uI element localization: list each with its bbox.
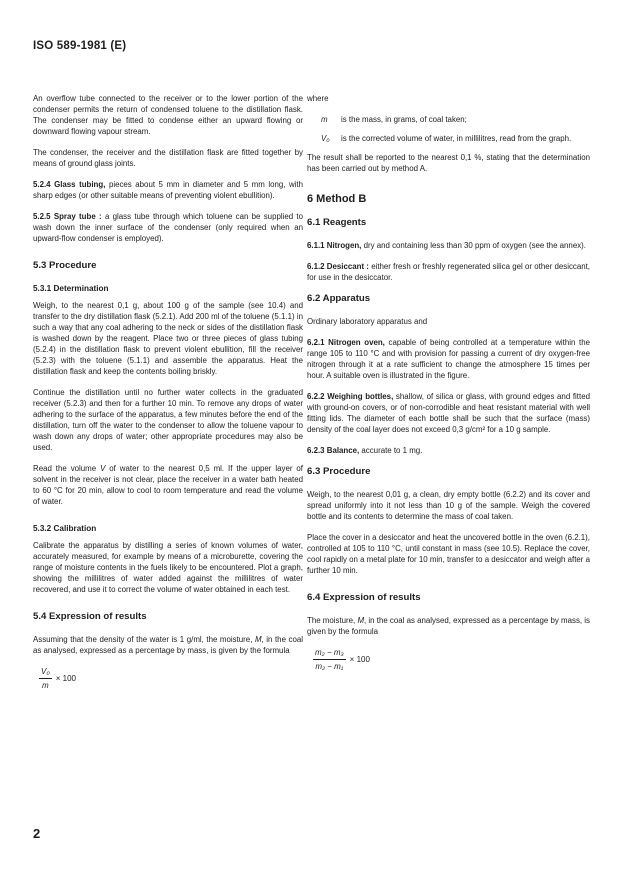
- paragraph-condenser: The condenser, the receiver and the distillation flask are fitted together by means of ground glass joints.: [33, 148, 303, 168]
- section-6-1-1-text: dry and containing less than 30 ppm of oxygen (see the annex).: [363, 241, 586, 250]
- heading-5-3-1: 5.3.1 Determination: [33, 284, 109, 293]
- section-6-1-1-title: 6.1.1 Nitrogen,: [307, 241, 362, 250]
- section-5-2-4-title: 5.2.4 Glass tubing,: [33, 180, 106, 189]
- definition-m-symbol: m: [321, 115, 328, 124]
- paragraph-calibration: Calibrate the apparatus by distilling a series of known volumes of water, accurately measured, for example by means of a microburette, covering the range of moisture contents in the fuels likely to be encountered. Plot a graph, showing the millilitres of water added against the millilitres of water recovered, and use it to correct the volume of water obtained in each test.: [33, 541, 303, 594]
- definition-m-text: is the mass, in grams, of coal taken;: [341, 115, 467, 124]
- symbol-m-right: M: [357, 616, 365, 625]
- left-column: [33, 93, 303, 691]
- where-label: where: [307, 94, 329, 103]
- section-6-2-1: [307, 337, 590, 381]
- section-5-2-4: [33, 179, 303, 201]
- document-header: ISO 589-1981 (E): [33, 40, 127, 52]
- read-volume-text-b: of water to the nearest 0,5 ml. If the upper layer of solvent in the receiver is not clear, place the receiver in a water bath heated to 60 °C for 20 min, allow to cool to room temperature and read the volume of water.: [33, 464, 303, 506]
- paragraph-moisture-formula: [307, 615, 590, 637]
- formula-multiplier: × 100: [349, 655, 370, 664]
- section-6-2-3-title: 6.2.3 Balance,: [307, 446, 360, 455]
- symbol-m: M: [254, 635, 262, 644]
- section-6-2-2-title: 6.2.2 Weighing bottles,: [307, 392, 394, 401]
- section-6-1-1: [307, 240, 590, 251]
- formula-multiplier: × 100: [55, 674, 76, 683]
- paragraph-weigh-bottle: Weigh, to the nearest 0,01 g, a clean, dry empty bottle (6.2.2) and its cover and spread uniformly into it not less than 10 g of the sample. Weigh the covered bottle and its contents to determine the mass of coal taken.: [307, 490, 590, 521]
- section-5-2-5-text: a glass tube through which toluene can be supplied to wash down the inner surface of the condenser (only required when an upward-flow condenser is employed).: [33, 212, 303, 243]
- definition-v0-symbol: V₀: [321, 134, 330, 143]
- paragraph-read-volume: [33, 463, 303, 507]
- assume-text-a: Assuming that the density of the water is 1 g/ml, the moisture,: [33, 635, 255, 644]
- section-6-2-3: [307, 445, 590, 456]
- definition-m: [307, 114, 590, 125]
- heading-6-method-b: 6 Method B: [307, 193, 367, 205]
- moisture-text-a: The moisture,: [307, 616, 358, 625]
- section-6-2-3-text: accurate to 1 mg.: [361, 446, 423, 455]
- section-5-2-4-text: pieces about 5 mm in diameter and 5 mm long, with sharp edges (or other suitable means of preventing violent ebullition).: [33, 180, 303, 200]
- paragraph-place-cover: Place the cover in a desiccator and heat the uncovered bottle in the oven (6.2.1), controlled at 105 to 110 °C, until constant in mass (see 10.5). Replace the cover, cool rapidly on a metal plate for 10 min, transfer to a desiccator and weigh after a further 10 min.: [307, 533, 590, 575]
- fraction-denominator: m: [42, 681, 49, 690]
- fraction-numerator: V₀: [39, 666, 52, 679]
- paragraph-weigh-sample: Weigh, to the nearest 0,1 g, about 100 g of the sample (see 10.4) and transfer to the dry distillation flask (5.2.1). Add 200 ml of the toluene (5.1.1) in such a way that any coal adhering to the neck or sides of the distillation flask is washed down by the reagent. Place two or three pieces of glass tubing (5.2.4) in the distillation flask to prevent violent ebullition, fill the receiver (5.2.3) with the toluene (5.1.1) and assemble the apparatus. Heat the distillation flask and keep the contents boiling briskly.: [33, 301, 303, 376]
- definition-v0: [307, 133, 590, 144]
- page-number: 2: [33, 826, 41, 841]
- heading-5-3: 5.3 Procedure: [33, 260, 97, 271]
- section-6-2-1-text: capable of being controlled at a temperature within the range 105 to 110 °C and with provision for passing a current of dry oxygen-free nitrogen through it at a rate sufficient to change the atmosphere 15 times per hour. A suitable oven is illustrated in the figure.: [307, 338, 590, 380]
- section-6-2-2: [307, 391, 590, 435]
- heading-6-4: 6.4 Expression of results: [307, 592, 421, 603]
- section-6-1-2: [307, 261, 590, 283]
- section-6-1-2-text: either fresh or freshly regenerated silica gel or other desiccant, for use in the desiccator.: [307, 262, 591, 282]
- section-5-2-5: [33, 211, 303, 244]
- heading-6-1: 6.1 Reagents: [307, 217, 367, 228]
- assume-text-b: , in the coal as analysed, expressed as a percentage by mass, is given by the formula: [33, 635, 303, 655]
- moisture-text-b: , in the coal as analysed, expressed as a percentage by mass, is given by the formula: [307, 616, 590, 636]
- right-column: [307, 93, 590, 672]
- formula-method-b: [307, 647, 590, 672]
- paragraph-continue-distillation: Continue the distillation until no further water collects in the graduated receiver (5.2.3) and then for a further 10 min. To remove any drops of water adhering to the surface of the apparatus, a few minutes before the end of the distillation, turn off the water to the condenser to allow the toluene vapour to wash down any drops of water; other appropriate procedures may also be used.: [33, 388, 303, 452]
- definition-v0-text: is the corrected volume of water, in millilitres, read from the graph.: [341, 134, 572, 143]
- fraction: [39, 666, 52, 691]
- heading-6-2: 6.2 Apparatus: [307, 293, 371, 304]
- heading-6-3: 6.3 Procedure: [307, 466, 371, 477]
- symbol-v: V: [100, 464, 106, 473]
- paragraph-overflow-tube: An overflow tube connected to the receiver or to the lower portion of the condenser permits the return of condensed toluene to the distillation flask. The condenser may be fitted to condense either an upward flowing or downward flowing vapour stream.: [33, 94, 303, 136]
- paragraph-report-result: The result shall be reported to the nearest 0,1 %, stating that the determination has been carried out by method A.: [307, 153, 590, 173]
- section-6-2-1-title: 6.2.1 Nitrogen oven,: [307, 338, 385, 347]
- read-volume-text-a: Read the volume: [33, 464, 101, 473]
- section-5-2-5-title: 5.2.5 Spray tube :: [33, 212, 102, 221]
- formula-method-a: [33, 666, 303, 691]
- section-6-2-2-text: shallow, of silica or glass, with ground edges and fitted with ground-on covers, or of non-corrodible and heat resistant material with well fitting lids. The diameter of each bottle shall be such that the surface (mass) density of the coal layer does not exceed 0,3 g/cm² for a 10 g sample.: [307, 392, 590, 434]
- fraction: [313, 647, 346, 672]
- section-6-1-2-title: 6.1.2 Desiccant :: [307, 262, 369, 271]
- paragraph-ordinary-apparatus: Ordinary laboratory apparatus and: [307, 317, 428, 326]
- heading-5-4: 5.4 Expression of results: [33, 611, 147, 622]
- heading-5-3-2: 5.3.2 Calibration: [33, 524, 97, 533]
- fraction-denominator: m₂ − m₁: [315, 662, 344, 671]
- fraction-numerator: m₂ − m₃: [313, 647, 346, 660]
- paragraph-assuming-density: [33, 634, 303, 656]
